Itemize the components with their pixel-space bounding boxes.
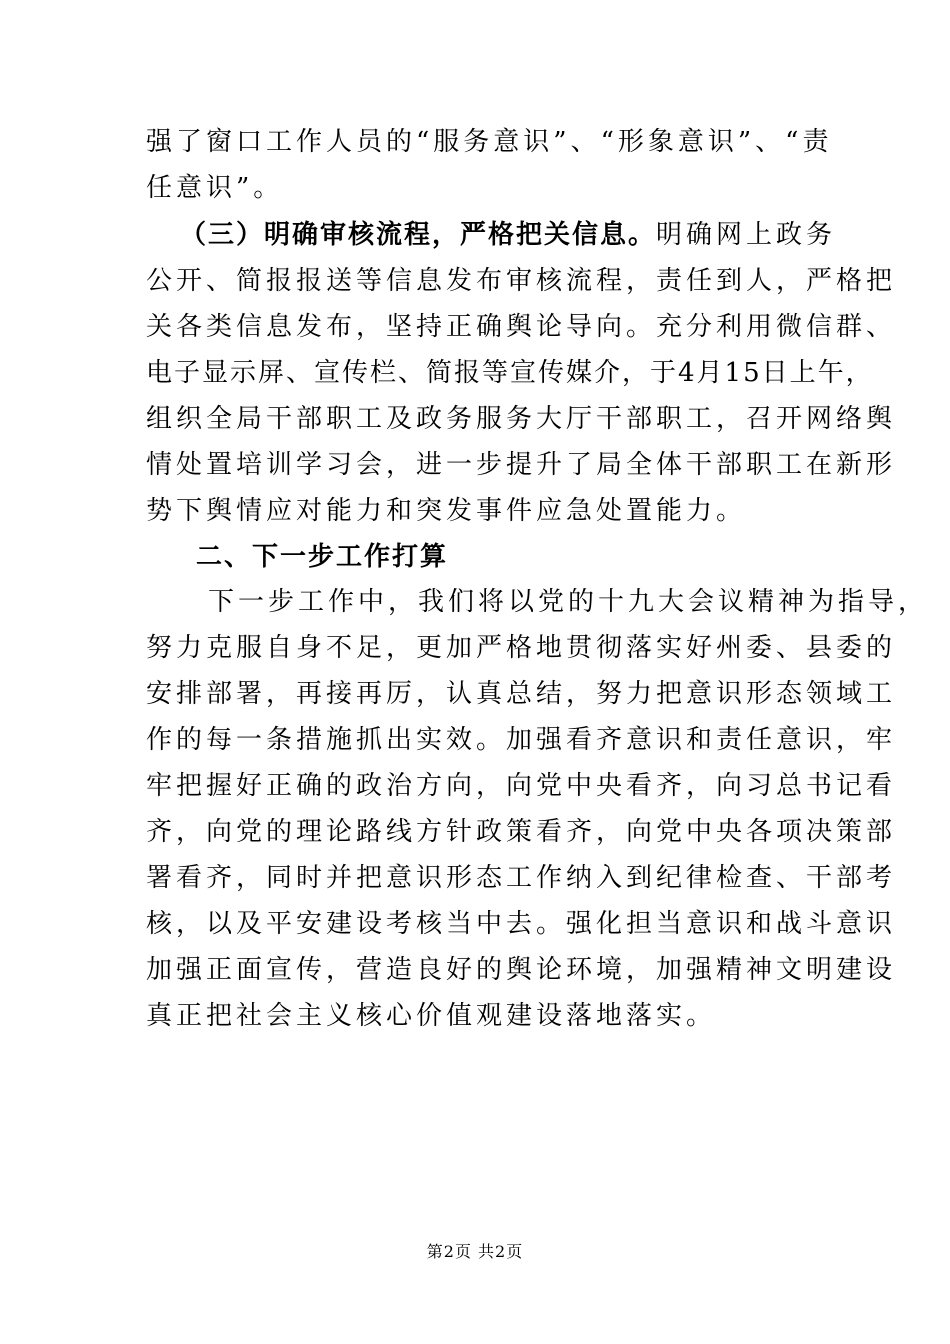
text-line: 公开、简报报送等信息发布审核流程，责任到人，严格把 <box>146 266 897 296</box>
text-line: 电子显示屏、宣传栏、简报等宣传媒介，于4月15日上午， <box>146 358 874 388</box>
text-line: 核，以及平安建设考核当中去。强化担当意识和战斗意识 <box>146 909 897 939</box>
page-number-footer: 第2页 共2页 <box>426 1242 524 1261</box>
text-line: 署看齐，同时并把意识形态工作纳入到纪律检查、干部考 <box>146 863 897 893</box>
text-line: 势下舆情应对能力和突发事件应急处置能力。 <box>146 496 747 526</box>
text-line: 任意识”。 <box>146 173 284 203</box>
text-line: 真正把社会主义核心价值观建设落地落实。 <box>146 1001 717 1031</box>
section-heading: 二、下一步工作打算 <box>196 542 449 572</box>
text-line: 明确网上政务 <box>656 220 837 250</box>
text-line: 牢把握好正确的政治方向，向党中央看齐，向习总书记看 <box>146 771 897 801</box>
text-line: 加强正面宣传，营造良好的舆论环境，加强精神文明建设 <box>146 955 897 985</box>
text-line: 情处置培训学习会，进一步提升了局全体干部职工在新形 <box>146 450 897 480</box>
text-line: 努力克服自身不足，更加严格地贯彻落实好州委、县委的 <box>146 633 897 663</box>
text-line: 下一步工作中，我们将以党的十九大会议精神为指导， <box>208 587 929 617</box>
text-line: 强了窗口工作人员的“服务意识”、“形象意识”、“责 <box>146 127 833 157</box>
text-line: 关各类信息发布，坚持正确舆论导向。充分利用微信群、 <box>146 312 897 342</box>
paragraph-3 <box>180 215 836 255</box>
text-line: 组织全局干部职工及政务服务大厅干部职工，召开网络舆 <box>146 404 897 434</box>
text-line: 安排部署，再接再厉，认真总结，努力把意识形态领域工 <box>146 679 897 709</box>
text-line: 齐，向党的理论路线方针政策看齐，向党中央各项决策部 <box>146 817 897 847</box>
text-line: 作的每一条措施抓出实效。加强看齐意识和责任意识，牢 <box>146 725 897 755</box>
subsection-heading: （三）明确审核流程，严格把关信息。 <box>180 220 657 250</box>
